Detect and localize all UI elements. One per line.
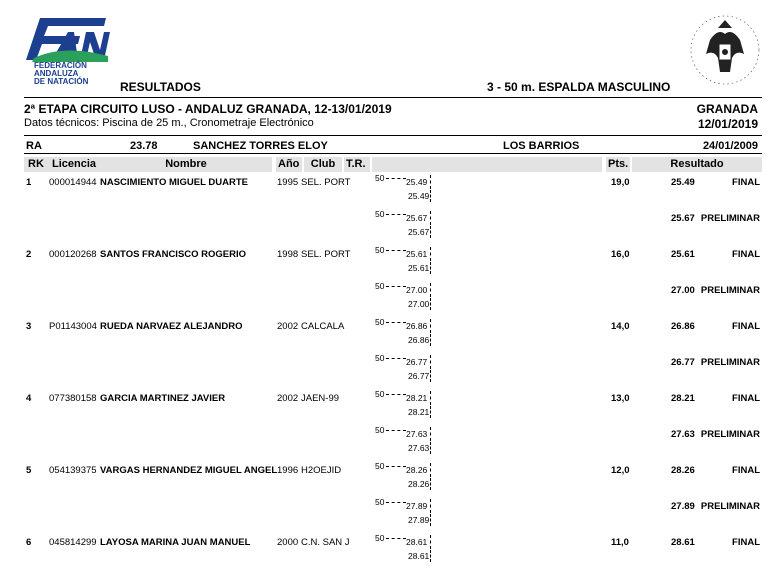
athlete-name: LAYOSA MARINA JUAN MANUEL bbox=[100, 537, 251, 548]
split-time: 25.67 bbox=[406, 213, 428, 223]
split-tick bbox=[430, 442, 431, 454]
final-time: 28.21 bbox=[671, 393, 695, 404]
athlete-name: NASCIMIENTO MIGUEL DUARTE bbox=[100, 177, 248, 188]
fan-logo-icon bbox=[24, 14, 110, 64]
round-label: FINAL bbox=[732, 537, 760, 548]
final-time: 28.61 bbox=[671, 537, 695, 548]
col-splits bbox=[372, 157, 602, 172]
split-tick bbox=[430, 427, 431, 441]
split-time: 28.61 bbox=[406, 537, 428, 547]
birth-year: 1995 bbox=[277, 177, 299, 188]
meeting-date: 12/01/2019 bbox=[697, 117, 758, 131]
split-tick bbox=[430, 283, 431, 297]
points: 13,0 bbox=[611, 393, 630, 404]
divider bbox=[24, 135, 762, 136]
split-line bbox=[386, 538, 406, 539]
split-distance: 50 bbox=[375, 353, 385, 363]
points: 19,0 bbox=[611, 177, 630, 188]
rank: 4 bbox=[26, 393, 32, 404]
split-distance: 50 bbox=[375, 425, 385, 435]
points: 16,0 bbox=[611, 249, 630, 260]
club: JAEN-99 bbox=[301, 393, 340, 404]
split-tick bbox=[430, 175, 431, 189]
athlete-name: GARCIA MARTINEZ JAVIER bbox=[100, 393, 226, 404]
split-time: 25.61 bbox=[406, 249, 428, 259]
split-tick bbox=[430, 298, 431, 310]
split-tick bbox=[430, 319, 431, 333]
rank: 2 bbox=[26, 249, 32, 260]
col-rk: RK bbox=[24, 157, 48, 172]
split-distance: 50 bbox=[375, 173, 385, 183]
split-tick bbox=[430, 499, 431, 513]
club: SEL. PORT bbox=[301, 249, 351, 260]
divider bbox=[24, 153, 762, 154]
split-tick bbox=[430, 262, 431, 274]
split-line bbox=[386, 322, 406, 323]
round-label: PRELIMINAR bbox=[700, 213, 760, 224]
license: 000120268 bbox=[49, 249, 97, 260]
birth-year: 1998 bbox=[277, 249, 299, 260]
split-tick bbox=[430, 463, 431, 477]
round-label: FINAL bbox=[732, 393, 760, 404]
club: H2OEJID bbox=[301, 465, 342, 476]
split-line bbox=[386, 430, 406, 431]
final-time: 26.86 bbox=[671, 321, 695, 332]
split-cumulative: 27.89 bbox=[408, 515, 430, 525]
event-title: 3 - 50 m. ESPALDA MASCULINO bbox=[487, 80, 671, 94]
split-time: 27.00 bbox=[406, 285, 428, 295]
rank: 5 bbox=[26, 465, 32, 476]
split-tick bbox=[430, 190, 431, 202]
split-tick bbox=[430, 211, 431, 225]
fed-name-line: FEDERACIÓN bbox=[34, 61, 87, 70]
split-time: 27.63 bbox=[406, 429, 428, 439]
points: 14,0 bbox=[611, 321, 630, 332]
split-cumulative: 28.21 bbox=[408, 407, 430, 417]
split-cumulative: 25.49 bbox=[408, 191, 430, 201]
final-time: 28.26 bbox=[671, 465, 695, 476]
round-label: FINAL bbox=[732, 321, 760, 332]
col-tr: T.R. bbox=[344, 157, 370, 172]
split-distance: 50 bbox=[375, 281, 385, 291]
fed-name-line: ANDALUZA bbox=[34, 69, 79, 78]
split-tick bbox=[430, 370, 431, 382]
split-distance: 50 bbox=[375, 497, 385, 507]
split-line bbox=[386, 286, 406, 287]
split-time: 27.89 bbox=[406, 501, 428, 511]
round-label: PRELIMINAR bbox=[700, 501, 760, 512]
divider bbox=[24, 97, 762, 98]
split-cumulative: 26.86 bbox=[408, 335, 430, 345]
rank: 6 bbox=[26, 537, 32, 548]
col-pts: Pts. bbox=[608, 158, 629, 170]
split-line bbox=[386, 214, 406, 215]
final-time: 25.49 bbox=[671, 177, 695, 188]
athlete-name: RUEDA NARVAEZ ALEJANDRO bbox=[100, 321, 243, 332]
club: SEL. PORT bbox=[301, 177, 351, 188]
split-tick bbox=[430, 226, 431, 238]
club: CALCALA bbox=[301, 321, 345, 332]
split-line bbox=[386, 394, 406, 395]
city: GRANADA bbox=[696, 102, 758, 116]
license: 045814299 bbox=[49, 537, 97, 548]
final-time: 25.61 bbox=[671, 249, 695, 260]
seal-icon bbox=[688, 10, 762, 92]
preliminary-time: 25.67 bbox=[671, 213, 695, 224]
birth-year: 2002 bbox=[277, 321, 299, 332]
round-label: PRELIMINAR bbox=[700, 357, 760, 368]
split-time: 25.49 bbox=[406, 177, 428, 187]
license: 077380158 bbox=[49, 393, 97, 404]
split-tick bbox=[430, 535, 431, 549]
split-time: 26.77 bbox=[406, 357, 428, 367]
split-tick bbox=[430, 406, 431, 418]
split-distance: 50 bbox=[375, 209, 385, 219]
round-label: FINAL bbox=[732, 177, 760, 188]
split-tick bbox=[430, 391, 431, 405]
split-line bbox=[386, 466, 406, 467]
round-label: PRELIMINAR bbox=[700, 429, 760, 440]
split-distance: 50 bbox=[375, 389, 385, 399]
birth-year: 1996 bbox=[277, 465, 299, 476]
split-distance: 50 bbox=[375, 317, 385, 327]
split-distance: 50 bbox=[375, 533, 385, 543]
col-result: Resultado bbox=[632, 157, 762, 172]
rank: 3 bbox=[26, 321, 32, 332]
rank: 1 bbox=[26, 177, 32, 188]
split-line bbox=[386, 250, 406, 251]
col-name: Nombre bbox=[100, 157, 272, 172]
points: 11,0 bbox=[611, 537, 629, 548]
federation-logo bbox=[24, 14, 110, 90]
split-cumulative: 27.63 bbox=[408, 443, 430, 453]
col-year: Año bbox=[276, 157, 302, 172]
split-cumulative: 28.61 bbox=[408, 551, 430, 561]
venue-info: Datos técnicos: Piscina de 25 m., Cronometraje Electrónico bbox=[24, 117, 314, 129]
club: C.N. SAN J bbox=[301, 537, 350, 548]
col-license: Licencia bbox=[48, 157, 100, 172]
split-time: 28.21 bbox=[406, 393, 428, 403]
split-tick bbox=[430, 355, 431, 369]
split-distance: 50 bbox=[375, 245, 385, 255]
split-tick bbox=[430, 514, 431, 526]
meeting-title: 2ª ETAPA CIRCUITO LUSO - ANDALUZ GRANADA, 12-13/01/2019 bbox=[24, 102, 392, 116]
round-label: PRELIMINAR bbox=[700, 285, 760, 296]
university-seal bbox=[688, 10, 762, 92]
preliminary-time: 27.00 bbox=[671, 285, 695, 296]
split-tick bbox=[430, 334, 431, 346]
round-label: FINAL bbox=[732, 249, 760, 260]
split-tick bbox=[430, 478, 431, 490]
record-club: LOS BARRIOS bbox=[503, 140, 580, 152]
split-tick bbox=[430, 247, 431, 261]
license: P01143004 bbox=[49, 321, 97, 332]
split-distance: 50 bbox=[375, 461, 385, 471]
split-time: 28.26 bbox=[406, 465, 428, 475]
split-tick bbox=[430, 550, 431, 562]
doc-type: RESULTADOS bbox=[120, 80, 201, 94]
birth-year: 2000 bbox=[277, 537, 299, 548]
points: 12,0 bbox=[611, 465, 630, 476]
split-cumulative: 25.61 bbox=[408, 263, 430, 273]
split-cumulative: 27.00 bbox=[408, 299, 430, 309]
split-line bbox=[386, 358, 406, 359]
split-line bbox=[386, 502, 406, 503]
split-cumulative: 25.67 bbox=[408, 227, 430, 237]
preliminary-time: 26.77 bbox=[671, 357, 695, 368]
athlete-name: VARGAS HERNANDEZ MIGUEL ANGEL bbox=[100, 465, 278, 476]
col-club: Club bbox=[304, 157, 342, 172]
birth-year: 2002 bbox=[277, 393, 299, 404]
fed-name-line: DE NATACIÓN bbox=[34, 77, 89, 86]
record-time: 23.78 bbox=[130, 140, 158, 152]
athlete-name: SANTOS FRANCISCO ROGERIO bbox=[100, 249, 247, 260]
round-label: FINAL bbox=[732, 465, 760, 476]
split-cumulative: 26.77 bbox=[408, 371, 430, 381]
preliminary-time: 27.63 bbox=[671, 429, 695, 440]
split-time: 26.86 bbox=[406, 321, 428, 331]
split-cumulative: 28.26 bbox=[408, 479, 430, 489]
record-holder: SANCHEZ TORRES ELOY bbox=[193, 140, 328, 152]
preliminary-time: 27.89 bbox=[671, 501, 695, 512]
license: 000014944 bbox=[49, 177, 97, 188]
split-line bbox=[386, 178, 406, 179]
license: 054139375 bbox=[49, 465, 97, 476]
record-date: 24/01/2009 bbox=[702, 140, 758, 152]
record-code: RA bbox=[26, 140, 42, 152]
